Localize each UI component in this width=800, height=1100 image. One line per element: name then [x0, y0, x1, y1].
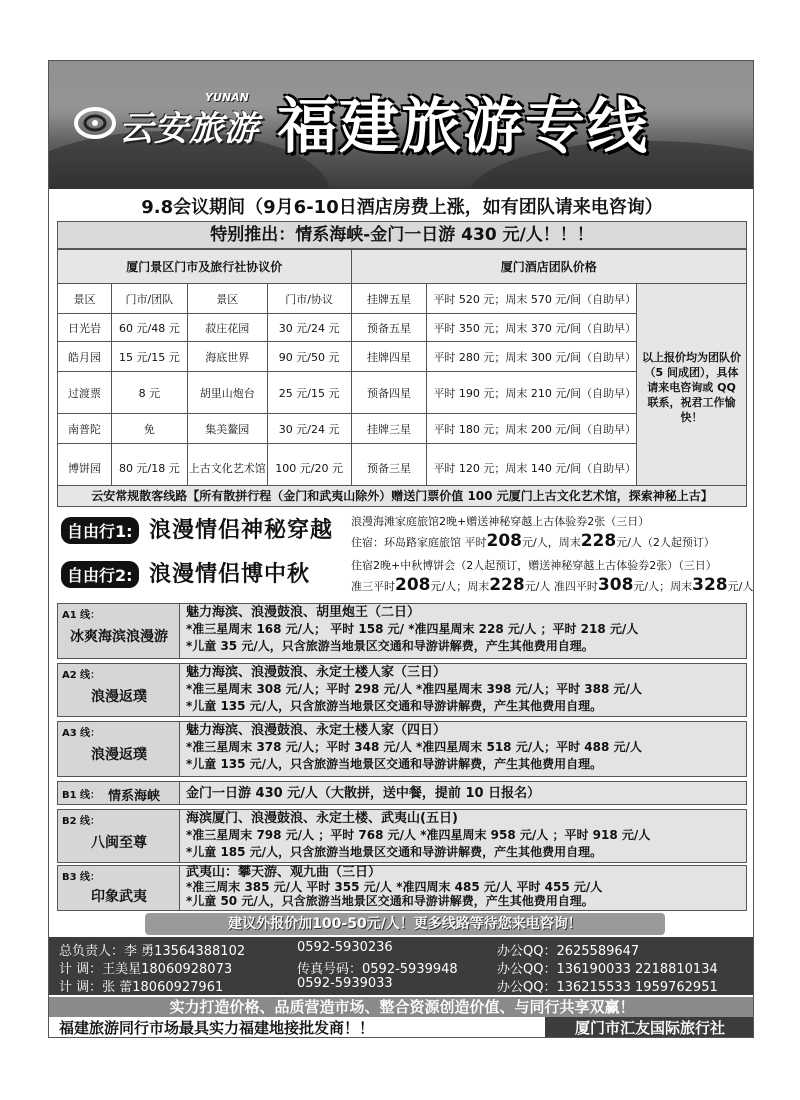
page-title: 福建旅游专线	[277, 92, 649, 162]
contact-qq: 办公QQ：2625589647	[497, 944, 640, 959]
route-b1	[57, 781, 747, 805]
scenic-name: 上古文化艺术馆	[187, 444, 267, 492]
col-header-price: 门市/团队	[111, 284, 187, 314]
route-price: *准三星周末 308 元/人；平时 298 元/人 *准四星周末 398 元/人；平时 388 元/人	[186, 682, 642, 696]
free-travel-tag: 自由行2:	[61, 561, 139, 588]
scenic-price: 100 元/20 元	[267, 444, 351, 492]
agency-name: 厦门市汇友国际旅行社	[545, 1017, 754, 1038]
hotel-price: 平时 350 元；周末 370 元/间（自助早）	[427, 314, 637, 342]
route-code: A3 线：	[62, 728, 101, 739]
route-headline: 魅力海滨、浪漫鼓浪、胡里炮王（二日）	[186, 605, 421, 620]
contact-panel	[49, 937, 754, 995]
route-name: 印象武夷	[91, 889, 147, 905]
route-label-cell	[58, 782, 180, 804]
suggestion-bar: 建议外报价加100-50元/人！更多线路等待您来电咨询！	[145, 913, 665, 935]
route-banner: 云安常规散客线路【所有散拼行程（金门和武夷山除外）赠送门票价值 100 元厦门上古文化艺术馆，探索神秘上古】	[57, 485, 747, 507]
scenic-price-header: 厦门景区门市及旅行社协议价	[58, 250, 352, 284]
route-detail	[186, 810, 742, 861]
free-travel-price-line	[351, 531, 715, 551]
scenic-price: 60 元/48 元	[111, 314, 187, 342]
route-child-price: *儿童 135 元/人，只含旅游当地景区交通和导游讲解费，产生其他费用自理。	[186, 757, 603, 771]
route-name: 浪漫返璞	[91, 747, 147, 763]
route-price: *准三星周末 168 元/人； 平时 158 元/ *准四星周末 228 元/人 ；平时 218 元/人	[186, 622, 639, 636]
route-name: 情系海峡	[107, 789, 160, 804]
route-code: A2 线：	[62, 670, 101, 681]
route-price: *准三星周末 798 元/人 ；平时 768 元/人 *准四星周末 958 元/人 ；平时 918 元/人	[186, 828, 651, 842]
price-label: 元/人；周末	[430, 580, 490, 593]
route-label-cell	[58, 810, 180, 862]
free-travel-desc: 住宿2晚+中秋博饼会（2人起预订，赠送神秘穿越上古体验券2张）（三日）	[351, 559, 717, 572]
route-headline: 武夷山：攀天游、观九曲（三日）	[186, 865, 382, 880]
route-b2	[57, 809, 747, 863]
scenic-name: 过渡票	[58, 372, 112, 414]
price-sep: 元/人，周末	[522, 536, 581, 549]
free-travel-1	[57, 511, 747, 551]
scenic-name: 皓月园	[58, 342, 112, 372]
hotel-grade: 挂牌五星	[351, 284, 427, 314]
slogan-bar: 实力打造价格、品质营造市场、整合资源创造价值、与同行共享双赢！	[49, 997, 754, 1017]
contact-qq: 办公QQ：136215533 1959762951	[497, 980, 718, 995]
route-code: B2 线：	[62, 816, 101, 827]
free-travel-title: 浪漫情侣神秘穿越	[149, 518, 334, 543]
scenic-name: 菽庄花园	[187, 314, 267, 342]
special-offer: 特别推出：情系海峡-金门一日游 430 元/人！！！	[57, 221, 747, 249]
route-price: *准三星周末 378 元/人；平时 348 元/人 *准四星周末 518 元/人；平时 488 元/人	[186, 740, 642, 754]
logo	[73, 89, 273, 153]
price-end: 元/人（2人起预订）	[616, 536, 715, 549]
route-headline: 金门一日游 430 元/人（大散拼，送中餐，提前 10 日报名）	[186, 786, 541, 801]
route-a3	[57, 721, 747, 777]
route-label-cell	[58, 866, 180, 910]
hotel-grade: 预备五星	[351, 314, 427, 342]
contact-phone: 传真号码：0592-5939948	[297, 962, 458, 977]
contact-phone: 0592-5939033	[297, 976, 393, 991]
stay-label: 住宿：环岛路家庭旅馆 平时	[351, 536, 487, 549]
hotel-grade: 预备四星	[351, 372, 427, 414]
price-weekday: 208	[486, 531, 522, 551]
flyer	[48, 60, 754, 1038]
route-price: *准三周末 385 元/人 平时 355 元/人 *准四周末 485 元/人 平时 455 元/人	[186, 880, 603, 894]
price-table	[57, 249, 747, 492]
route-child-price: *儿童 35 元/人，只含旅游当地景区交通和导游讲解费，产生其他费用自理。	[186, 639, 594, 653]
price-label: 准三平时	[351, 580, 395, 593]
logo-english: YUNAN	[205, 91, 249, 104]
price-value: 228	[489, 575, 525, 595]
footer	[49, 1017, 754, 1038]
route-label-cell	[58, 722, 180, 776]
contact-row	[49, 940, 754, 958]
hotel-price: 平时 180 元；周末 200 元/间（自助早）	[427, 414, 637, 444]
free-travel-title: 浪漫情侣博中秋	[149, 562, 311, 587]
price-label: 元/人 准四平时	[524, 580, 598, 593]
col-header-scenic-2: 景区	[187, 284, 267, 314]
route-name: 八闽至尊	[91, 835, 147, 851]
hotel-price: 平时 190 元；周末 210 元/间（自助早）	[427, 372, 637, 414]
route-code: B3 线：	[62, 872, 101, 883]
scenic-name: 博饼园	[58, 444, 112, 492]
route-detail	[186, 866, 742, 908]
price-label: 元/人	[727, 580, 754, 593]
route-headline: 魅力海滨、浪漫鼓浪、永定土楼人家（四日）	[186, 723, 447, 738]
route-child-price: *儿童 50 元/人，只含旅游当地景区交通和导游讲解费，产生其他费用自理。	[186, 894, 594, 908]
hotel-price: 平时 520 元；周末 570 元/间（自助早）	[427, 284, 637, 314]
contact-phone: 0592-5930236	[297, 940, 393, 955]
hotel-price: 平时 120 元；周末 140 元/间（自助早）	[427, 444, 637, 492]
scenic-price: 25 元/15 元	[267, 372, 351, 414]
scenic-name: 胡里山炮台	[187, 372, 267, 414]
scenic-name: 海底世界	[187, 342, 267, 372]
scenic-name: 南普陀	[58, 414, 112, 444]
route-detail	[186, 664, 742, 715]
contact-person: 总负责人：李 勇13564388102	[59, 944, 246, 959]
route-detail	[186, 604, 742, 655]
scenic-price: 30 元/24 元	[267, 414, 351, 444]
scenic-name: 集美鳌园	[187, 414, 267, 444]
scenic-price: 30 元/24 元	[267, 314, 351, 342]
route-child-price: *儿童 135 元/人，只含旅游当地景区交通和导游讲解费，产生其他费用自理。	[186, 699, 603, 713]
scenic-price: 80 元/18 元	[111, 444, 187, 492]
price-value: 208	[395, 575, 431, 595]
scenic-price: 8 元	[111, 372, 187, 414]
scenic-name: 日光岩	[58, 314, 112, 342]
footer-tagline: 福建旅游同行市场最具实力福建地接批发商！！	[59, 1019, 375, 1037]
hotel-grade: 挂牌三星	[351, 414, 427, 444]
free-travel-2	[57, 555, 754, 595]
hotel-note: 以上报价均为团队价（5 间成团），具体请来电咨询或 QQ 联系，祝君工作愉快！	[637, 284, 747, 492]
price-label: 元/人；周末	[633, 580, 693, 593]
route-headline: 海滨厦门、浪漫鼓浪、永定土楼、武夷山(五日)	[186, 811, 458, 826]
hotel-price-header: 厦门酒店团队价格	[351, 250, 746, 284]
banner	[49, 61, 754, 189]
price-weekend: 228	[580, 531, 617, 551]
price-value: 308	[597, 575, 634, 595]
route-child-price: *儿童 185 元/人，只含旅游当地景区交通和导游讲解费，产生其他费用自理。	[186, 845, 603, 859]
route-code: B1 线：	[62, 790, 101, 801]
route-name: 浪漫返璞	[91, 689, 147, 705]
meeting-notice: 9.8会议期间（9月6-10日酒店房费上涨，如有团队请来电咨询）	[141, 197, 663, 218]
route-a2	[57, 663, 747, 717]
free-travel-tag: 自由行1:	[61, 517, 139, 544]
route-headline: 魅力海滨、浪漫鼓浪、永定土楼人家（三日）	[186, 665, 447, 680]
contact-person: 计 调：张 蕾18060927961	[59, 980, 224, 995]
route-b3	[57, 865, 747, 911]
col-header-scenic: 景区	[58, 284, 112, 314]
scenic-price: 90 元/50 元	[267, 342, 351, 372]
price-value: 328	[692, 575, 728, 595]
hotel-grade: 挂牌四星	[351, 342, 427, 372]
route-a1	[57, 603, 747, 659]
free-travel-price-line	[351, 575, 753, 595]
route-name: 冰爽海滨浪漫游	[70, 629, 168, 645]
logo-swirl-icon	[73, 99, 117, 143]
free-travel-desc: 浪漫海滩家庭旅馆2晚+赠送神秘穿越上古体验券2张（三日）	[351, 515, 650, 528]
logo-word: 云安旅游	[119, 109, 259, 149]
scenic-price: 免	[111, 414, 187, 444]
hotel-grade: 预备三星	[351, 444, 427, 492]
route-detail	[186, 722, 742, 773]
col-header-price-2: 门市/协议	[267, 284, 351, 314]
route-label-cell	[58, 664, 180, 716]
contact-qq: 办公QQ：136190033 2218810134	[497, 962, 718, 977]
contact-person: 计 调：王美星18060928073	[59, 962, 233, 977]
scenic-price: 15 元/15 元	[111, 342, 187, 372]
hotel-price: 平时 280 元；周末 300 元/间（自助早）	[427, 342, 637, 372]
contact-row	[49, 958, 754, 976]
contact-row	[49, 976, 754, 994]
route-detail	[186, 785, 742, 802]
route-label-cell	[58, 604, 180, 658]
route-code: A1 线：	[62, 610, 101, 621]
